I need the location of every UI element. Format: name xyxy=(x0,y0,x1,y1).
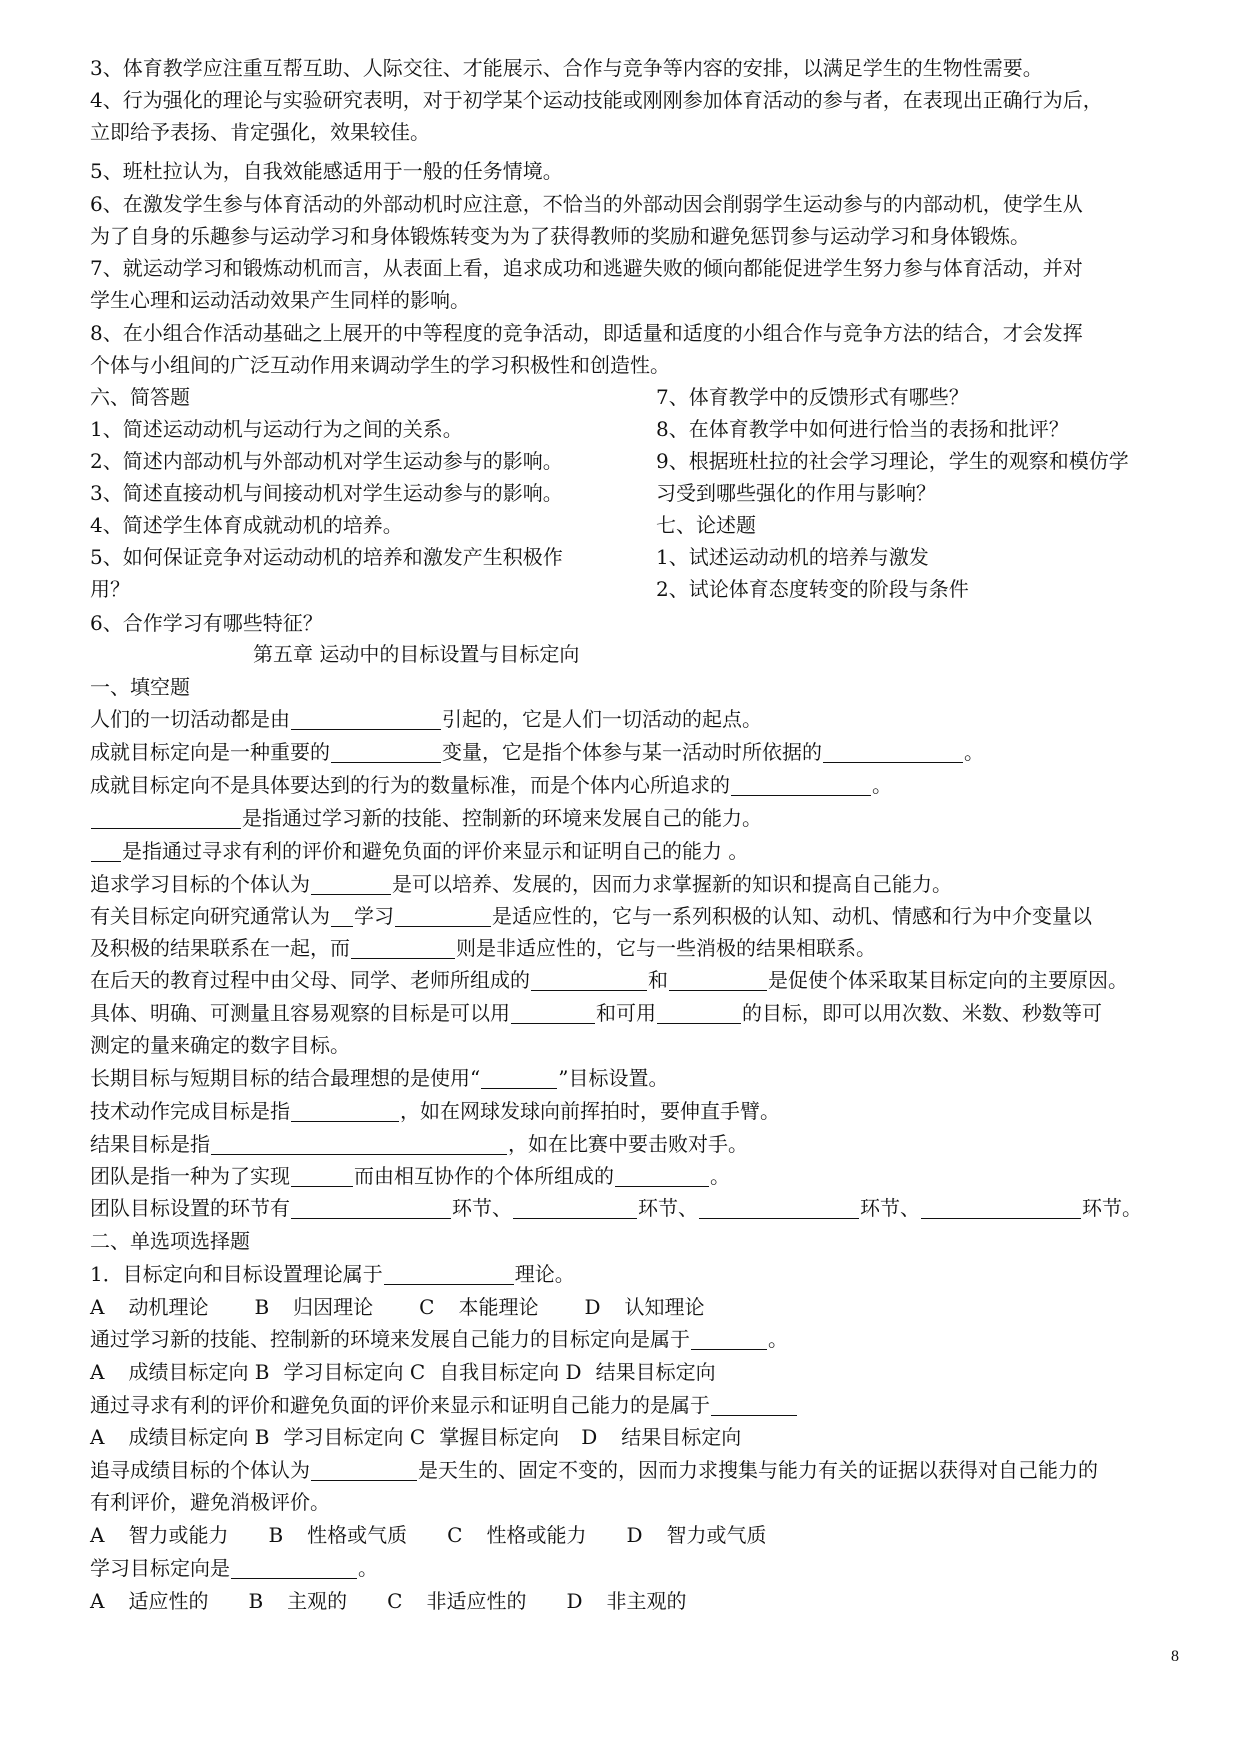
answer-blank xyxy=(531,968,647,991)
fill-blank-item-11: 技术动作完成目标是指 ，如在网球发球向前挥拍时，要伸直手臂。 xyxy=(90,1099,780,1123)
tf-item-8-line2: 个体与小组间的广泛互动作用来调动学生的学习积极性和创造性。 xyxy=(90,353,670,377)
choice-question-4-line2: 有利评价，避免消极评价。 xyxy=(90,1490,330,1514)
short-answer-item-1: 1、简述运动动机与运动行为之间的关系。 xyxy=(90,417,463,441)
answer-blank xyxy=(691,1327,767,1350)
answer-blank xyxy=(291,1164,353,1187)
answer-blank xyxy=(921,1196,1081,1219)
choice-question-2: 通过学习新的技能、控制新的环境来发展自己能力的目标定向是属于 。 xyxy=(90,1327,788,1351)
fill-blank-item-2: 成就目标定向是一种重要的 变量，它是指个体参与某一活动时所依据的 。 xyxy=(90,740,984,764)
short-answer-item-5-line2: 用？ xyxy=(90,577,130,601)
answer-blank xyxy=(395,904,491,927)
tf-item-4-line2: 立即给予表扬、肯定强化，效果较佳。 xyxy=(90,120,430,144)
answer-blank xyxy=(211,1132,507,1155)
answer-blank xyxy=(91,806,241,829)
short-answer-item-6: 6、合作学习有哪些特征？ xyxy=(90,611,323,635)
answer-blank xyxy=(384,1262,514,1285)
short-answer-item-5-line1: 5、如何保证竞争对运动动机的培养和激发产生积极作 xyxy=(90,545,563,569)
fill-blank-item-13: 团队是指一种为了实现 而由相互协作的个体所组成的 。 xyxy=(90,1164,730,1188)
choice-options-2: A 成绩目标定向 B 学习目标定向 C 自我目标定向 D 结果目标定向 xyxy=(90,1360,716,1384)
tf-item-8-line1: 8、在小组合作活动基础之上展开的中等程度的竞争活动，即适量和适度的小组合作与竞争方法的结合，才会发挥 xyxy=(90,321,1083,345)
choice-question-3: 通过寻求有利的评价和避免负面的评价来显示和证明自己能力的是属于 xyxy=(90,1389,1190,1421)
short-answer-item-2: 2、简述内部动机与外部动机对学生运动参与的影响。 xyxy=(90,449,563,473)
answer-blank xyxy=(291,1099,399,1122)
fill-blank-item-3: 成就目标定向不是具体要达到的行为的数量标准，而是个体内心所追求的 。 xyxy=(90,773,892,797)
answer-blank xyxy=(699,1196,859,1219)
fill-blank-item-5: 是指通过寻求有利的评价和避免负面的评价来显示和证明自己的能力 。 xyxy=(90,835,1190,867)
answer-blank xyxy=(731,773,871,796)
essay-item-2: 2、试论体育态度转变的阶段与条件 xyxy=(656,577,969,601)
short-answer-item-9-line2: 习受到哪些强化的作用与影响？ xyxy=(656,481,936,505)
answer-blank xyxy=(711,1393,797,1416)
choice-question-1: 1．目标定向和目标设置理论属于 理论。 xyxy=(90,1262,575,1286)
answer-blank xyxy=(513,1196,637,1219)
fill-blank-item-7-line2: 及积极的结果联系在一起，而 则是非适应性的，它与一些消极的结果相联系。 xyxy=(90,936,876,960)
chapter-title: 第五章 运动中的目标设置与目标定向 xyxy=(253,642,580,666)
fill-blank-item-9-line2: 测定的量来确定的数字目标。 xyxy=(90,1033,350,1057)
short-answer-item-9-line1: 9、根据班杜拉的社会学习理论，学生的观察和模仿学 xyxy=(656,449,1129,473)
answer-blank xyxy=(615,1164,709,1187)
answer-blank xyxy=(231,1556,357,1579)
fill-blank-item-8: 在后天的教育过程中由父母、同学、老师所组成的 和 是促使个体采取某目标定向的主要原因。 xyxy=(90,968,1128,992)
short-answer-item-8: 8、在体育教学中如何进行恰当的表扬和批评？ xyxy=(656,417,1069,441)
fill-blank-item-4: 是指通过学习新的技能、控制新的环境来发展自己的能力。 xyxy=(90,802,1190,834)
short-answer-item-4: 4、简述学生体育成就动机的培养。 xyxy=(90,513,403,537)
short-answer-item-3: 3、简述直接动机与间接动机对学生运动参与的影响。 xyxy=(90,481,563,505)
answer-blank xyxy=(91,839,121,862)
answer-blank xyxy=(511,1001,595,1024)
fill-blank-item-6: 追求学习目标的个体认为 是可以培养、发展的，因而力求掌握新的知识和提高自己能力。 xyxy=(90,872,952,896)
answer-blank xyxy=(291,707,441,730)
tf-item-6-line2: 为了自身的乐趣参与运动学习和身体锻炼转变为为了获得教师的奖励和避免惩罚参与运动学习和身体锻炼。 xyxy=(90,224,1030,248)
fill-blank-heading: 一、填空题 xyxy=(90,675,190,699)
essay-item-1: 1、试述运动动机的培养与激发 xyxy=(656,545,929,569)
fill-blank-item-9-line1: 具体、明确、可测量且容易观察的目标是可以用 和可用 的目标，即可以用次数、米数、秒数等可 xyxy=(90,1001,1102,1025)
answer-blank xyxy=(331,904,353,927)
answer-blank xyxy=(291,1196,451,1219)
fill-blank-item-1: 人们的一切活动都是由 引起的，它是人们一切活动的起点。 xyxy=(90,707,762,731)
choice-options-4: A 智力或能力 B 性格或气质 C 性格或能力 D 智力或气质 xyxy=(90,1523,767,1547)
answer-blank xyxy=(481,1066,557,1089)
short-answer-item-7: 7、体育教学中的反馈形式有哪些？ xyxy=(656,385,969,409)
fill-blank-item-14: 团队目标设置的环节有 环节、 环节、 环节、 环节。 xyxy=(90,1196,1142,1220)
answer-blank xyxy=(331,740,441,763)
choice-options-5: A 适应性的 B 主观的 C 非适应性的 D 非主观的 xyxy=(90,1589,687,1613)
answer-blank xyxy=(311,872,391,895)
tf-item-5: 5、班杜拉认为，自我效能感适用于一般的任务情境。 xyxy=(90,159,563,183)
choice-options-1: A 动机理论 B 归因理论 C 本能理论 D 认知理论 xyxy=(90,1295,705,1319)
page-number: 8 xyxy=(1171,1648,1179,1665)
tf-item-6-line1: 6、在激发学生参与体育活动的外部动机时应注意，不恰当的外部动因会削弱学生运动参与的内部动机，使学生从 xyxy=(90,192,1083,216)
short-answer-heading: 六、简答题 xyxy=(90,385,190,409)
answer-blank xyxy=(657,1001,741,1024)
choice-options-3: A 成绩目标定向 B 学习目标定向 C 掌握目标定向 D 结果目标定向 xyxy=(90,1425,742,1449)
answer-blank xyxy=(311,1458,417,1481)
tf-item-7-line2: 学生心理和运动活动效果产生同样的影响。 xyxy=(90,288,470,312)
fill-blank-item-10: 长期目标与短期目标的结合最理想的是使用“ ”目标设置。 xyxy=(90,1066,669,1090)
single-choice-heading: 二、单选项选择题 xyxy=(90,1229,250,1253)
choice-question-5: 学习目标定向是 。 xyxy=(90,1556,378,1580)
fill-blank-item-12: 结果目标是指 ，如在比赛中要击败对手。 xyxy=(90,1132,748,1156)
tf-item-7-line1: 7、就运动学习和锻炼动机而言，从表面上看，追求成功和逃避失败的倾向都能促进学生努力参与体育活动，并对 xyxy=(90,256,1083,280)
answer-blank xyxy=(669,968,767,991)
fill-blank-item-7-line1: 有关目标定向研究通常认为 学习 是适应性的，它与一系列积极的认知、动机、情感和行为中介变量以 xyxy=(90,904,1092,928)
tf-item-4-line1: 4、行为强化的理论与实验研究表明，对于初学某个运动技能或刚刚参加体育活动的参与者，在表现出正确行为后， xyxy=(90,88,1103,112)
answer-blank xyxy=(823,740,963,763)
choice-question-4-line1: 追寻成绩目标的个体认为 是天生的、固定不变的，因而力求搜集与能力有关的证据以获得对自己能力的 xyxy=(90,1458,1098,1482)
answer-blank xyxy=(351,936,455,959)
tf-item-3: 3、体育教学应注重互帮互助、人际交往、才能展示、合作与竞争等内容的安排，以满足学生的生物性需要。 xyxy=(90,56,1043,80)
essay-heading: 七、论述题 xyxy=(656,513,756,537)
